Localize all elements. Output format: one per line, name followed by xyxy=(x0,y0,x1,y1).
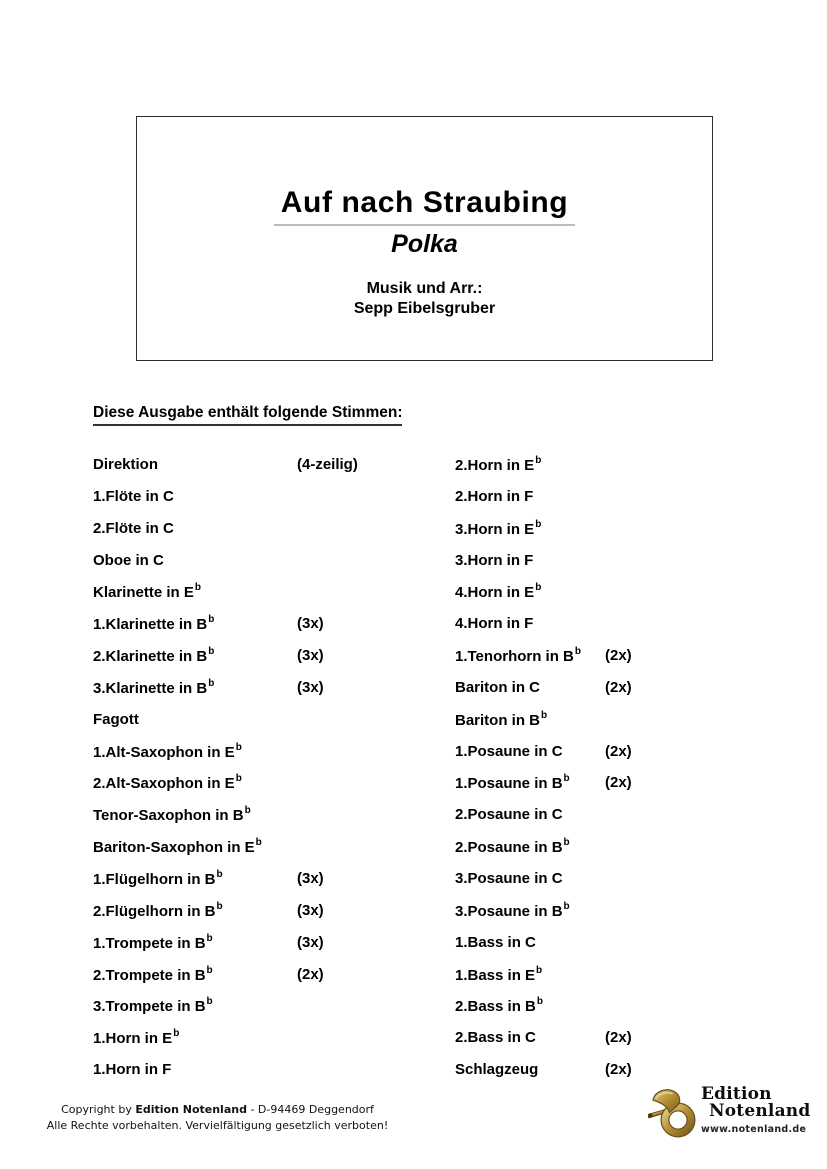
part-row xyxy=(455,550,790,582)
parts-list-heading: Diese Ausgabe enthält folgende Stimmen: xyxy=(93,404,402,426)
part-copies-note: (4-zeilig) xyxy=(297,456,358,473)
flat-superscript: b xyxy=(535,455,542,466)
flat-superscript: b xyxy=(244,805,251,817)
part-row xyxy=(93,1027,455,1059)
title-box xyxy=(136,116,713,361)
part-name: 3.Horn in F xyxy=(455,551,534,569)
horn-icon xyxy=(648,1087,702,1144)
part-name: 1.Bass in C xyxy=(455,933,536,951)
flat-superscript: b xyxy=(535,518,542,530)
part-row xyxy=(93,900,455,932)
part-row xyxy=(93,836,455,868)
part-name: 2.Trompete in $B^b$ xyxy=(93,964,213,984)
part-row xyxy=(455,804,790,836)
part-row xyxy=(455,964,790,996)
part-name: 1.Horn in $E^b$ xyxy=(93,1028,180,1048)
flat-superscript: b xyxy=(208,677,215,689)
part-row xyxy=(455,454,790,486)
part-row xyxy=(93,964,455,996)
credit-label: Musik und Arr.: xyxy=(366,280,483,297)
flat-superscript: b xyxy=(235,741,242,753)
part-row xyxy=(93,932,455,964)
flat-superscript: b xyxy=(208,614,215,626)
part-name: 1.Horn in F xyxy=(93,1061,172,1079)
logo-wordmark xyxy=(701,1086,810,1120)
part-row xyxy=(455,1027,790,1059)
part-row xyxy=(455,677,790,709)
part-row xyxy=(455,486,790,518)
part-row xyxy=(93,518,455,550)
parts-column-left xyxy=(93,454,455,1091)
part-row xyxy=(455,613,790,645)
part-copies-note: (2x) xyxy=(605,1029,632,1047)
part-copies-note: (3x) xyxy=(297,678,324,696)
part-name: 3.Posaune in C xyxy=(455,869,563,887)
part-copies-note: (3x) xyxy=(297,933,324,951)
part-name: 4.Horn in $E^b$ xyxy=(455,582,542,602)
flat-superscript: b xyxy=(216,868,223,880)
part-name: Fagott xyxy=(93,710,139,728)
part-row xyxy=(455,932,790,964)
part-name: 1.Trompete in $B^b$ xyxy=(93,932,213,952)
part-copies-note: (2x) xyxy=(605,742,632,760)
part-copies-note: (3x) xyxy=(297,901,324,919)
flat-superscript: b xyxy=(235,773,242,785)
flat-superscript: b xyxy=(535,582,542,594)
part-copies-note: (3x) xyxy=(297,615,324,633)
part-name: 1.Flügelhorn in $B^b$ xyxy=(93,868,223,888)
part-name: 1.Bass in $E^b$ xyxy=(455,964,543,984)
part-row xyxy=(93,550,455,582)
part-name: Klarinette in $E^b$ xyxy=(93,582,201,602)
part-name: 2.Alt-Saxophon in $E^b$ xyxy=(93,773,242,793)
part-name: 2.Horn in F xyxy=(455,487,534,505)
part-copies-note: (2x) xyxy=(605,647,632,665)
part-name: Tenor-Saxophon in $B^b$ xyxy=(93,805,251,825)
part-name: 2.Flügelhorn in $B^b$ xyxy=(93,900,223,920)
logo-word-notenland: Notenland xyxy=(709,1101,811,1121)
part-row xyxy=(93,804,455,836)
flat-superscript: b xyxy=(206,932,213,944)
flat-superscript: b xyxy=(541,709,548,721)
copyright-block xyxy=(25,1102,410,1133)
piece-genre: Polka xyxy=(391,230,458,258)
part-row xyxy=(93,1059,455,1091)
part-row xyxy=(93,868,455,900)
part-row xyxy=(455,772,790,804)
part-name: 1.Tenorhorn in $B^b$ xyxy=(455,646,581,666)
part-copies-note: (2x) xyxy=(605,678,632,696)
piece-title: Auf nach Straubing xyxy=(274,187,575,226)
part-name: 3.Trompete in $B^b$ xyxy=(93,996,213,1016)
rights-line: Alle Rechte vorbehalten. Vervielfältigung gesetzlich verboten! xyxy=(46,1118,389,1132)
part-name: 2.Horn in $E^b$ xyxy=(455,455,542,474)
part-name: 2.Flöte in C xyxy=(93,519,174,537)
logo-word-edition: Edition xyxy=(701,1084,772,1104)
part-row xyxy=(455,900,790,932)
part-row xyxy=(93,995,455,1027)
flat-superscript: b xyxy=(173,1028,180,1040)
flat-superscript: b xyxy=(536,964,543,976)
part-copies-note: (2x) xyxy=(605,774,632,792)
part-name: 1.Posaune in $B^b$ xyxy=(455,773,570,793)
part-copies-note: (3x) xyxy=(297,647,324,665)
part-name: 3.Klarinette in $B^b$ xyxy=(93,677,215,697)
part-row xyxy=(93,613,455,645)
part-row xyxy=(93,709,455,741)
part-row xyxy=(93,581,455,613)
part-name: Bariton in C xyxy=(455,678,540,696)
part-name: 2.Posaune in C xyxy=(455,806,563,824)
flat-superscript: b xyxy=(563,773,570,785)
part-name: Bariton-Saxophon in $E^b$ xyxy=(93,837,262,857)
part-row xyxy=(455,995,790,1027)
part-name: 1.Klarinette in $B^b$ xyxy=(93,614,215,634)
part-name: 3.Posaune in $B^b$ xyxy=(455,900,570,920)
copyright-line xyxy=(25,1102,410,1118)
flat-superscript: b xyxy=(206,996,213,1008)
part-name: 3.Horn in $E^b$ xyxy=(455,518,542,538)
part-row xyxy=(455,645,790,677)
flat-superscript: b xyxy=(574,646,581,658)
part-name: Direktion xyxy=(93,456,159,473)
flat-superscript: b xyxy=(536,996,543,1008)
part-row xyxy=(93,741,455,773)
publisher-logo xyxy=(646,1084,816,1144)
part-name: Schlagzeug xyxy=(455,1061,539,1079)
part-name: 4.Horn in F xyxy=(455,615,534,633)
part-name: Oboe in C xyxy=(93,551,164,569)
copyright-suffix: - D-94469 Deggendorf xyxy=(246,1103,374,1116)
flat-superscript: b xyxy=(563,837,570,849)
part-row xyxy=(93,454,455,486)
copyright-prefix: Copyright by xyxy=(61,1103,136,1116)
part-row xyxy=(455,518,790,550)
part-name: 1.Posaune in C xyxy=(455,742,563,760)
part-row xyxy=(455,581,790,613)
part-row xyxy=(455,836,790,868)
part-copies-note: (3x) xyxy=(297,869,324,887)
part-name: 2.Bass in $B^b$ xyxy=(455,996,543,1016)
part-row xyxy=(93,772,455,804)
part-row xyxy=(93,645,455,677)
part-row xyxy=(93,677,455,709)
part-copies-note: (2x) xyxy=(605,1061,632,1079)
flat-superscript: b xyxy=(216,900,223,912)
part-row xyxy=(455,709,790,741)
part-row xyxy=(455,868,790,900)
composer-name: Sepp Eibelsgruber xyxy=(353,300,496,317)
flat-superscript: b xyxy=(255,837,262,849)
flat-superscript: b xyxy=(206,964,213,976)
part-row xyxy=(455,741,790,773)
parts-column-right xyxy=(455,454,790,1091)
part-copies-note: (2x) xyxy=(297,965,324,983)
credits-block xyxy=(137,279,712,319)
part-name: 2.Posaune in $B^b$ xyxy=(455,837,570,857)
publisher-name: Edition Notenland xyxy=(135,1103,247,1116)
part-name: 1.Flöte in C xyxy=(93,487,174,505)
publisher-website: www.notenland.de xyxy=(701,1124,807,1135)
part-name: 2.Klarinette in $B^b$ xyxy=(93,646,215,666)
flat-superscript: b xyxy=(194,582,201,594)
flat-superscript: b xyxy=(208,646,215,658)
part-name: Bariton in $B^b$ xyxy=(455,709,548,729)
part-name: 1.Alt-Saxophon in $E^b$ xyxy=(93,741,242,761)
part-name: 2.Bass in C xyxy=(455,1029,536,1047)
flat-superscript: b xyxy=(563,900,570,912)
part-row xyxy=(93,486,455,518)
